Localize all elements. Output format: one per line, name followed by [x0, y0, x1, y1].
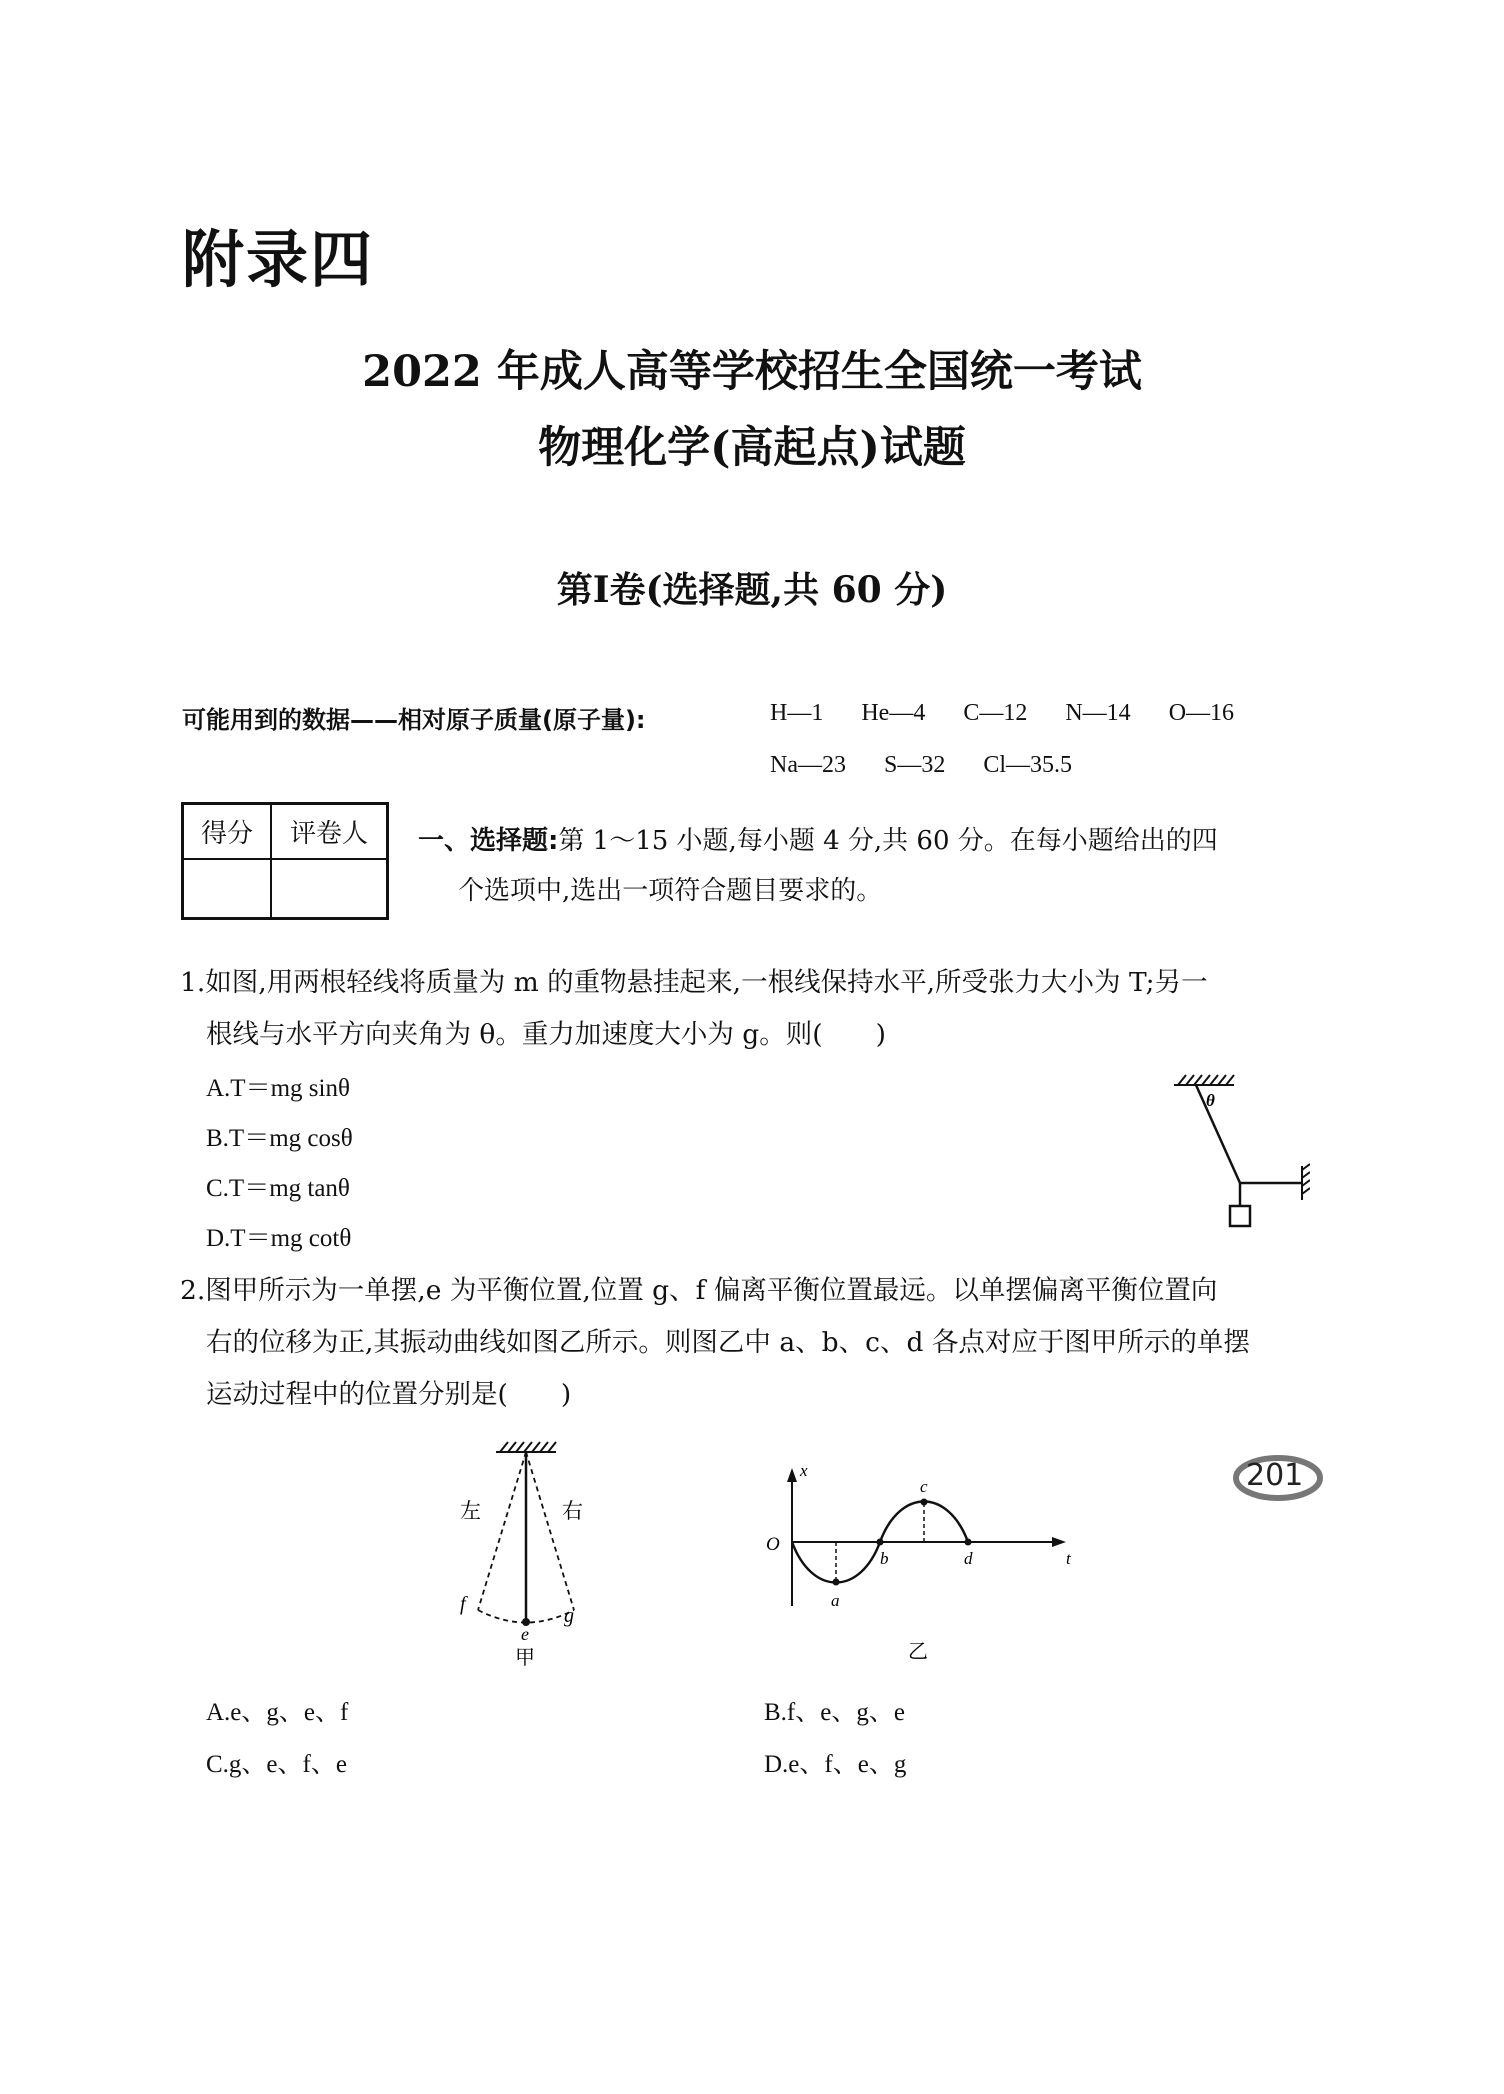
origin-label: O [766, 1534, 780, 1555]
label-right: 右 [562, 1499, 583, 1523]
ceiling-hatch [1174, 1075, 1234, 1085]
score-header: 得分 [183, 804, 272, 859]
theta-label: θ [1206, 1091, 1215, 1110]
q2-stem-line2: 右的位移为正,其振动曲线如图乙所示。则图乙中 a、b、c、d 各点对应于图甲所示的单摆 [206, 1327, 1250, 1358]
pendulum-ceiling-hatch [496, 1442, 556, 1452]
q1-stem-line2: 根线与水平方向夹角为 θ。重力加速度大小为 g。则( ) [206, 1019, 886, 1050]
atomic-mass-label: 可能用到的数据——相对原子质量(原子量): [182, 706, 646, 734]
caption-yi: 乙 [908, 1641, 928, 1663]
q1-option-c: C.T＝mg tanθ [206, 1175, 350, 1202]
t-axis-arrow [1052, 1537, 1066, 1547]
grader-cell [271, 859, 388, 919]
appendix-title: 附录四 [182, 223, 375, 296]
label-left: 左 [460, 1499, 481, 1523]
label-d: d [964, 1549, 973, 1568]
atomic-mass-row2 [770, 752, 1110, 779]
vibration-graph [760, 1456, 1080, 1676]
score-cell [183, 859, 272, 919]
label-c: c [920, 1477, 928, 1496]
label-e: e [521, 1624, 529, 1644]
point-a [833, 1579, 840, 1586]
x-axis-arrow [787, 1468, 797, 1482]
axis-label-x: x [800, 1461, 808, 1480]
axis-label-t: t [1066, 1549, 1071, 1568]
q2-option-c: C.g、e、f、e [206, 1751, 347, 1778]
label-b: b [880, 1549, 889, 1568]
pendulum-figure [440, 1430, 610, 1670]
q1-stem-line1: 1.如图,用两根轻线将质量为 m 的重物悬挂起来,一根线保持水平,所受张力大小为 T;另一 [180, 967, 1208, 998]
part-title: 第Ⅰ卷(选择题,共 60 分) [556, 569, 948, 611]
grader-header: 评卷人 [271, 804, 388, 859]
q2-option-b: B.f、e、g、e [764, 1699, 905, 1726]
q1-option-b: B.T＝mg cosθ [206, 1125, 353, 1152]
point-b [877, 1539, 884, 1546]
pendulum-string-right [526, 1452, 574, 1610]
q1-figure [1160, 1070, 1310, 1240]
q1-option-a: A.T＝mg sinθ [206, 1075, 350, 1102]
q2-stem-line1: 2.图甲所示为一单摆,e 为平衡位置,位置 g、f 偏离平衡位置最远。以单摆偏离平衡位置向 [180, 1275, 1218, 1306]
atomic-mass-item: Na—23 [770, 752, 846, 778]
score-box [181, 802, 389, 920]
atomic-mass-item: N—14 [1065, 700, 1131, 726]
page-number-badge [1225, 1448, 1226, 1449]
atomic-mass-item: He—4 [861, 700, 926, 726]
q2-stem-line3: 运动过程中的位置分别是( ) [206, 1379, 572, 1410]
atomic-mass-item: O—16 [1168, 700, 1235, 726]
label-g: g [564, 1605, 574, 1627]
hanging-mass [1230, 1206, 1250, 1226]
section1-label: 一、选择题: [418, 826, 559, 856]
point-d [965, 1539, 972, 1546]
exam-title-line1: 2022 年成人高等学校招生全国统一考试 [362, 347, 1142, 397]
section1-line2: 个选项中,选出一项符合题目要求的。 [458, 876, 883, 906]
q2-option-d: D.e、f、e、g [764, 1751, 907, 1778]
q1-option-d: D.T＝mg cotθ [206, 1225, 352, 1252]
q2-option-a: A.e、g、e、f [206, 1699, 349, 1726]
pendulum-string-left [478, 1452, 526, 1610]
atomic-mass-item: S—32 [883, 752, 946, 778]
atomic-mass-item: C—12 [963, 700, 1028, 726]
atomic-mass-item: Cl—35.5 [983, 752, 1073, 778]
section1-text: 第 1～15 小题,每小题 4 分,共 60 分。在每小题给出的四 [558, 826, 1218, 856]
label-a: a [831, 1591, 840, 1610]
point-c [921, 1499, 928, 1506]
exam-title-line2: 物理化学(高起点)试题 [538, 423, 966, 473]
page-number: 201 [1246, 1458, 1304, 1493]
atomic-mass-row1 [770, 700, 1272, 727]
slanted-string [1196, 1085, 1240, 1183]
section1-line1 [418, 820, 1218, 857]
atomic-mass-item: H—1 [770, 700, 824, 726]
label-f: f [460, 1593, 466, 1615]
caption-jia: 甲 [515, 1647, 535, 1669]
wall-hatch [1302, 1164, 1310, 1200]
